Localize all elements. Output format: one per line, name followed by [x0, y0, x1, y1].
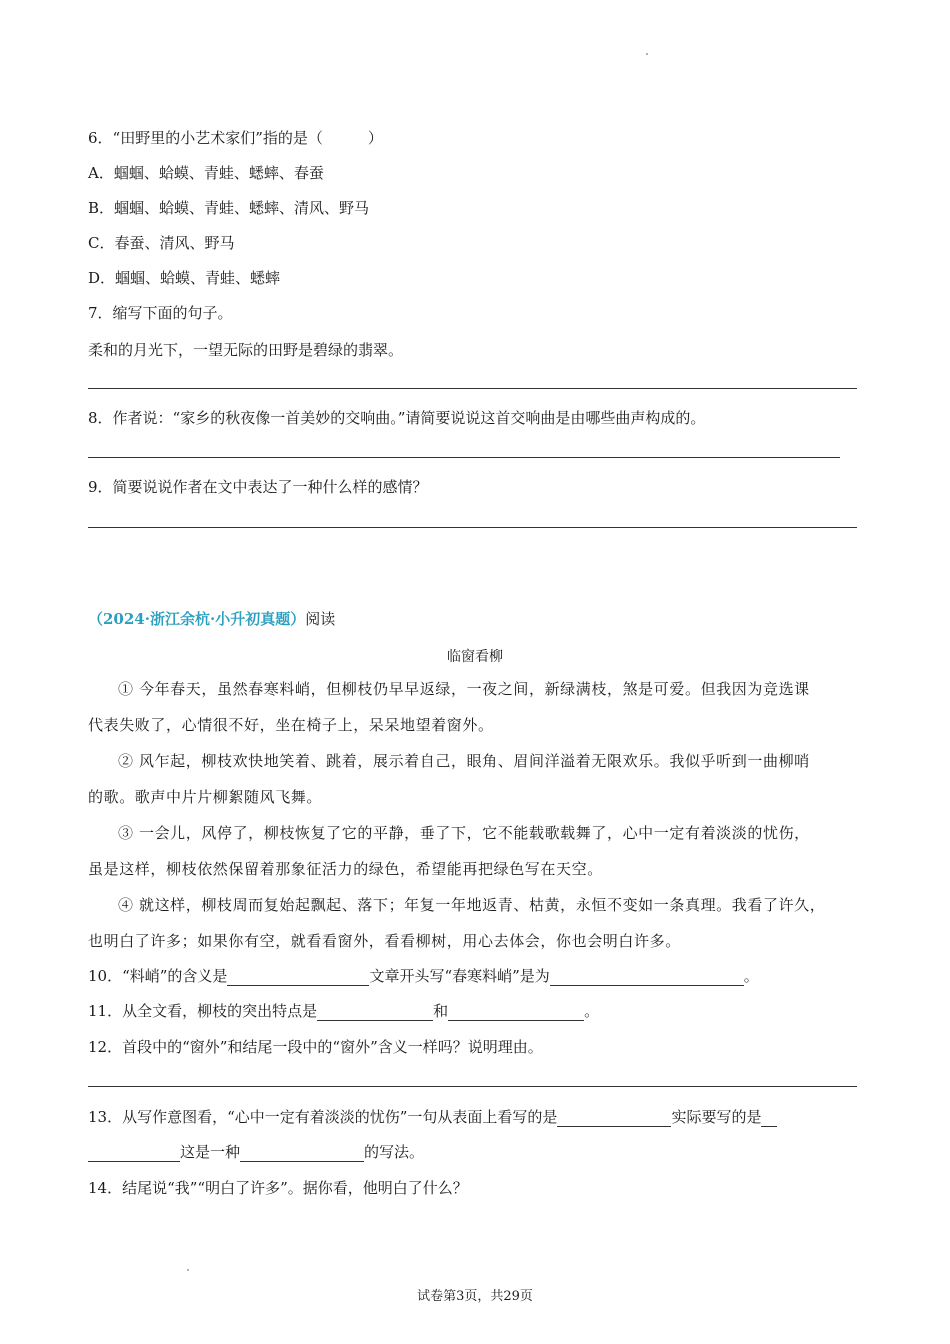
question-14-stem: 14．结尾说“我”“明白了许多”。据你看，他明白了什么？: [88, 1179, 468, 1197]
question-6-option-b: B．蝈蝈、蛤蟆、青蛙、蟋蟀、清风、野马: [88, 199, 370, 217]
question-13-part-1: 13．从写作意图看，“心中一定有着淡淡的忧伤”一句从表面上看写的是: [88, 1108, 558, 1126]
question-9-stem: 9．简要说说作者在文中表达了一种什么样的感情？: [88, 478, 428, 496]
answer-line-9[interactable]: [88, 527, 857, 528]
question-6-option-c: C．春蚕、清风、野马: [88, 234, 235, 252]
question-11-part-2: 和: [433, 1002, 449, 1020]
question-10: [88, 966, 759, 986]
question-11-part-1: 11．从全文看，柳枝的突出特点是: [88, 1002, 318, 1020]
question-7-sentence: 柔和的月光下，一望无际的田野是碧绿的翡翠。: [88, 341, 404, 359]
question-13-line-1: [88, 1107, 777, 1127]
top-dot: [646, 53, 648, 55]
section-label: 阅读: [305, 610, 336, 628]
blank-13-1[interactable]: [557, 1110, 671, 1127]
passage-para-2-line-2: 的歌。歌声中片片柳絮随风飞舞。: [88, 788, 323, 806]
question-12-stem: 12．首段中的“窗外”和结尾一段中的“窗外”含义一样吗？说明理由。: [88, 1038, 543, 1056]
blank-13-3[interactable]: [240, 1145, 364, 1162]
blank-11-2[interactable]: [448, 1004, 584, 1021]
question-10-part-2: 文章开头写“春寒料峭”是为: [369, 967, 550, 985]
passage-para-1-line-1: ① 今年春天，虽然春寒料峭，但柳枝仍早早返绿，一夜之间，新绿满枝，煞是可爱。但我因为竞选课: [118, 680, 810, 698]
question-13-part-2: 实际要写的是: [671, 1108, 762, 1126]
answer-line-12[interactable]: [88, 1086, 857, 1087]
question-13-part-4: 的写法。: [364, 1143, 425, 1161]
answer-line-8[interactable]: [88, 457, 840, 458]
passage-para-2-line-1: ② 风乍起，柳枝欢快地笑着、跳着，展示着自己，眼角、眉间洋溢着无限欢乐。我似乎听到一曲柳哨: [118, 752, 810, 770]
passage-para-1-line-2: 代表失败了，心情很不好，坐在椅子上，呆呆地望着窗外。: [88, 716, 494, 734]
section-source: （2024·浙江余杭·小升初真题）: [88, 610, 306, 628]
question-8-stem: 8．作者说：“家乡的秋夜像一首美妙的交响曲。”请简要说说这首交响曲是由哪些曲声构成的。: [88, 409, 706, 427]
section-heading: [88, 609, 335, 629]
question-6-option-d: D．蝈蝈、蛤蟆、青蛙、蟋蟀: [88, 269, 281, 287]
blank-13-2-start[interactable]: [761, 1110, 777, 1127]
question-6-stem: 6．“田野里的小艺术家们”指的是（ ）: [88, 129, 383, 147]
passage-para-4-line-1: ④ 就这样，柳枝周而复始起飘起、落下；年复一年地返青、枯黄，永恒不变如一条真理。我看了许久，: [118, 896, 826, 914]
question-7-stem: 7．缩写下面的句子。: [88, 304, 233, 322]
question-10-part-1: 10．“料峭”的含义是: [88, 967, 228, 985]
question-11: [88, 1001, 599, 1021]
answer-line-7[interactable]: [88, 388, 857, 389]
passage-para-3-line-1: ③ 一会儿，风停了，柳枝恢复了它的平静，垂了下，它不能载歌载舞了，心中一定有着淡淡的忧伤，: [118, 824, 810, 842]
question-13-line-2: [88, 1142, 424, 1162]
question-13-part-3: 这是一种: [180, 1143, 241, 1161]
question-11-part-3: 。: [584, 1002, 600, 1020]
bottom-dot: [187, 1269, 189, 1271]
blank-10-1[interactable]: [227, 969, 369, 986]
passage-para-3-line-2: 虽是这样，柳枝依然保留着那象征活力的绿色，希望能再把绿色写在天空。: [88, 860, 603, 878]
question-6-option-a: A．蝈蝈、蛤蟆、青蛙、蟋蟀、春蚕: [88, 164, 324, 182]
blank-11-1[interactable]: [317, 1004, 433, 1021]
passage-title: 临窗看柳: [447, 649, 503, 665]
blank-10-2[interactable]: [550, 969, 744, 986]
question-10-part-3: 。: [743, 967, 759, 985]
blank-13-2-end[interactable]: [88, 1145, 180, 1162]
passage-para-4-line-2: 也明白了许多；如果你有空，就看看窗外，看看柳树，用心去体会，你也会明白许多。: [88, 932, 681, 950]
page-footer: 试卷第3页，共29页: [417, 1289, 533, 1304]
